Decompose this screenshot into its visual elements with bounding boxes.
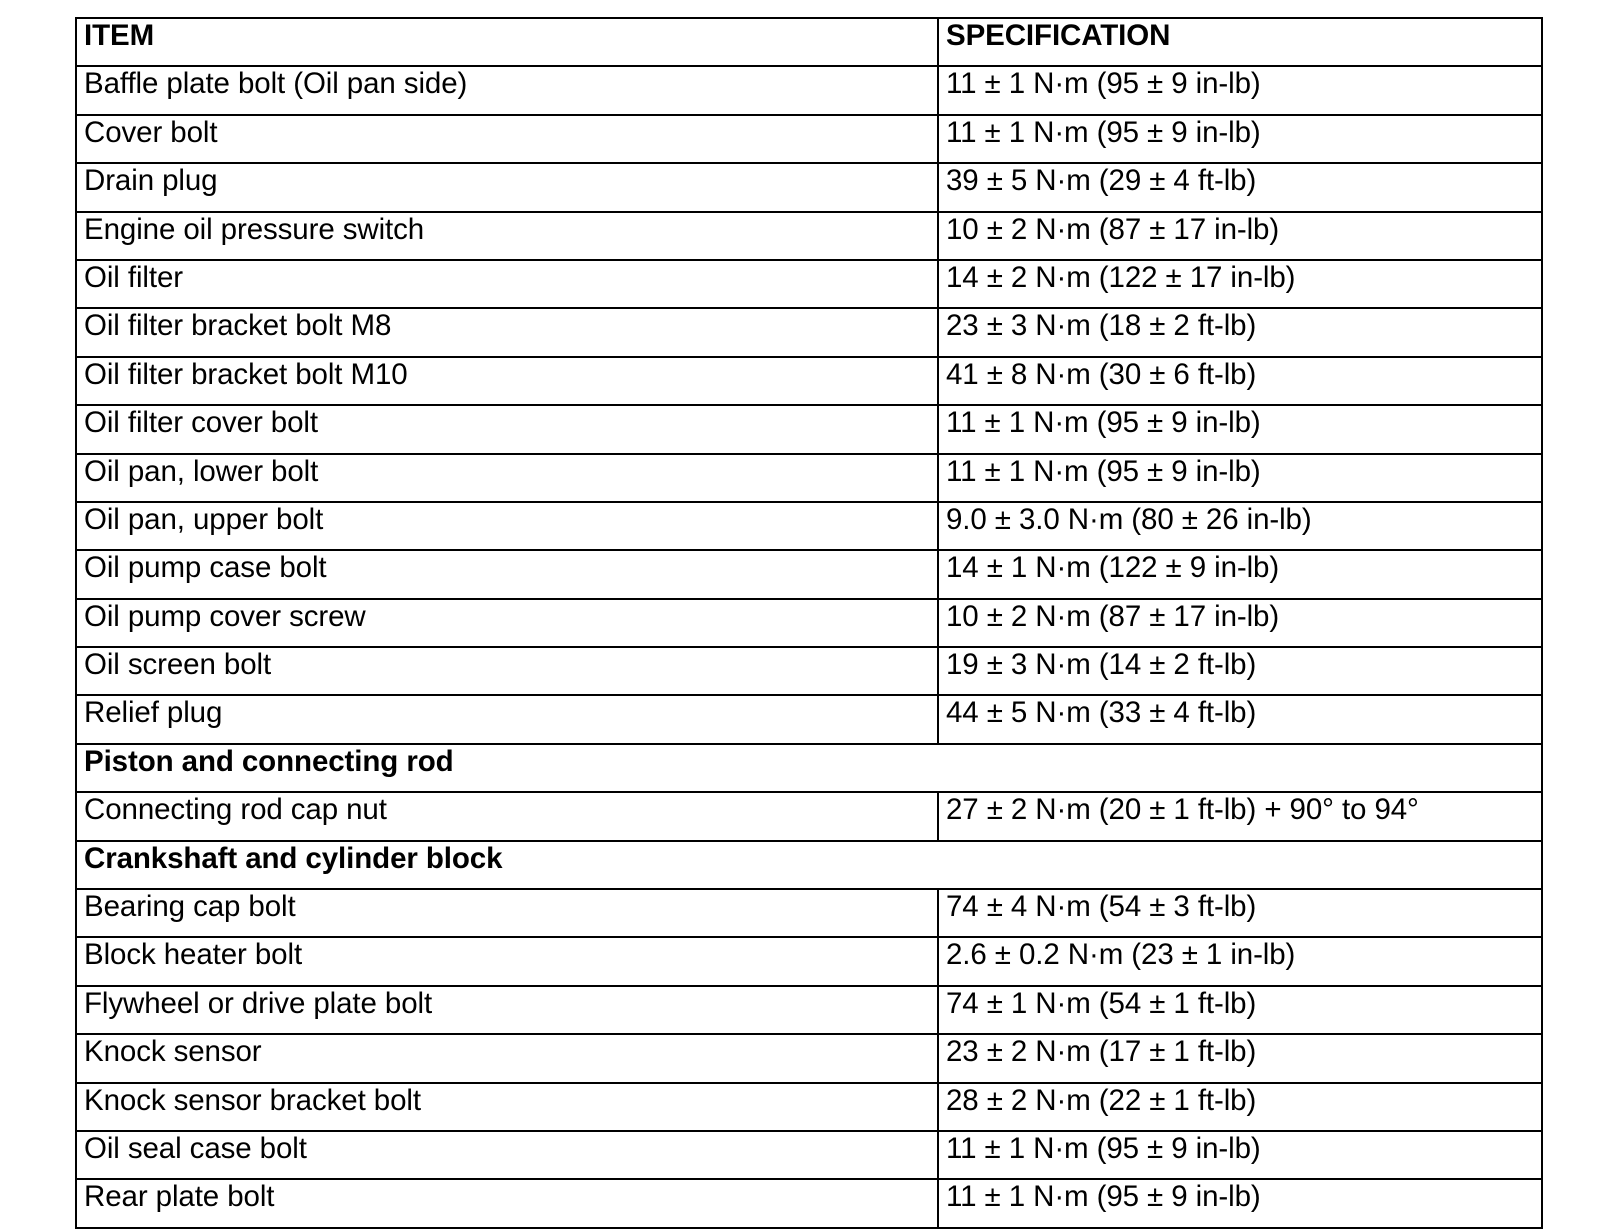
specification-cell: 10 ± 2 N·m (87 ± 17 in-lb) bbox=[938, 212, 1542, 260]
item-cell: Oil pan, lower bolt bbox=[76, 454, 938, 502]
item-cell: Baffle plate bolt (Oil pan side) bbox=[76, 66, 938, 114]
table-row bbox=[76, 115, 1542, 163]
specification-cell: 23 ± 3 N·m (18 ± 2 ft-lb) bbox=[938, 308, 1542, 356]
table-body bbox=[76, 66, 1542, 1227]
table-row bbox=[76, 695, 1542, 743]
table-row bbox=[76, 454, 1542, 502]
table-row bbox=[76, 308, 1542, 356]
torque-spec-table bbox=[75, 17, 1543, 1229]
table-row bbox=[76, 1083, 1542, 1131]
table-row bbox=[76, 66, 1542, 114]
header-row bbox=[76, 18, 1542, 66]
specification-cell: 2.6 ± 0.2 N·m (23 ± 1 in-lb) bbox=[938, 937, 1542, 985]
item-cell: Oil pump case bolt bbox=[76, 550, 938, 598]
table-row bbox=[76, 163, 1542, 211]
table-row bbox=[76, 792, 1542, 840]
item-cell: Cover bolt bbox=[76, 115, 938, 163]
specification-cell: 44 ± 5 N·m (33 ± 4 ft-lb) bbox=[938, 695, 1542, 743]
specification-cell: 14 ± 2 N·m (122 ± 17 in-lb) bbox=[938, 260, 1542, 308]
specification-cell: 11 ± 1 N·m (95 ± 9 in-lb) bbox=[938, 454, 1542, 502]
item-cell: Block heater bolt bbox=[76, 937, 938, 985]
item-cell: Flywheel or drive plate bolt bbox=[76, 986, 938, 1034]
specification-cell: 14 ± 1 N·m (122 ± 9 in-lb) bbox=[938, 550, 1542, 598]
table-row bbox=[76, 212, 1542, 260]
table-row bbox=[76, 357, 1542, 405]
specification-cell: 27 ± 2 N·m (20 ± 1 ft-lb) + 90° to 94° bbox=[938, 792, 1542, 840]
table-row bbox=[76, 937, 1542, 985]
specification-cell: 10 ± 2 N·m (87 ± 17 in-lb) bbox=[938, 599, 1542, 647]
table-row bbox=[76, 1179, 1542, 1227]
item-cell: Oil filter bracket bolt M10 bbox=[76, 357, 938, 405]
section-header-row bbox=[76, 841, 1542, 889]
table-header bbox=[76, 18, 1542, 66]
section-header-row bbox=[76, 744, 1542, 792]
item-cell: Drain plug bbox=[76, 163, 938, 211]
specification-column-header: SPECIFICATION bbox=[938, 18, 1542, 66]
specification-cell: 11 ± 1 N·m (95 ± 9 in-lb) bbox=[938, 115, 1542, 163]
table-row bbox=[76, 1131, 1542, 1179]
specification-cell: 74 ± 4 N·m (54 ± 3 ft-lb) bbox=[938, 889, 1542, 937]
item-cell: Relief plug bbox=[76, 695, 938, 743]
item-cell: Knock sensor bbox=[76, 1034, 938, 1082]
table-row bbox=[76, 260, 1542, 308]
item-cell: Bearing cap bolt bbox=[76, 889, 938, 937]
table-row bbox=[76, 550, 1542, 598]
item-cell: Engine oil pressure switch bbox=[76, 212, 938, 260]
specification-cell: 28 ± 2 N·m (22 ± 1 ft-lb) bbox=[938, 1083, 1542, 1131]
item-cell: Oil pan, upper bolt bbox=[76, 502, 938, 550]
table-row bbox=[76, 502, 1542, 550]
item-cell: Rear plate bolt bbox=[76, 1179, 938, 1227]
table-row bbox=[76, 1034, 1542, 1082]
specification-cell: 39 ± 5 N·m (29 ± 4 ft-lb) bbox=[938, 163, 1542, 211]
specification-cell: 74 ± 1 N·m (54 ± 1 ft-lb) bbox=[938, 986, 1542, 1034]
item-cell: Oil pump cover screw bbox=[76, 599, 938, 647]
item-cell: Oil seal case bolt bbox=[76, 1131, 938, 1179]
specification-cell: 19 ± 3 N·m (14 ± 2 ft-lb) bbox=[938, 647, 1542, 695]
table-row bbox=[76, 405, 1542, 453]
specification-cell: 11 ± 1 N·m (95 ± 9 in-lb) bbox=[938, 1131, 1542, 1179]
specification-cell: 11 ± 1 N·m (95 ± 9 in-lb) bbox=[938, 1179, 1542, 1227]
specification-cell: 11 ± 1 N·m (95 ± 9 in-lb) bbox=[938, 405, 1542, 453]
item-cell: Oil screen bolt bbox=[76, 647, 938, 695]
table-row bbox=[76, 986, 1542, 1034]
specification-cell: 41 ± 8 N·m (30 ± 6 ft-lb) bbox=[938, 357, 1542, 405]
specification-cell: 9.0 ± 3.0 N·m (80 ± 26 in-lb) bbox=[938, 502, 1542, 550]
item-cell: Oil filter bbox=[76, 260, 938, 308]
table-row bbox=[76, 599, 1542, 647]
section-title: Crankshaft and cylinder block bbox=[76, 841, 1542, 889]
item-cell: Oil filter bracket bolt M8 bbox=[76, 308, 938, 356]
specification-cell: 23 ± 2 N·m (17 ± 1 ft-lb) bbox=[938, 1034, 1542, 1082]
section-title: Piston and connecting rod bbox=[76, 744, 1542, 792]
item-cell: Knock sensor bracket bolt bbox=[76, 1083, 938, 1131]
table-row bbox=[76, 647, 1542, 695]
item-cell: Connecting rod cap nut bbox=[76, 792, 938, 840]
table-row bbox=[76, 889, 1542, 937]
item-cell: Oil filter cover bolt bbox=[76, 405, 938, 453]
item-column-header: ITEM bbox=[76, 18, 938, 66]
specification-cell: 11 ± 1 N·m (95 ± 9 in-lb) bbox=[938, 66, 1542, 114]
